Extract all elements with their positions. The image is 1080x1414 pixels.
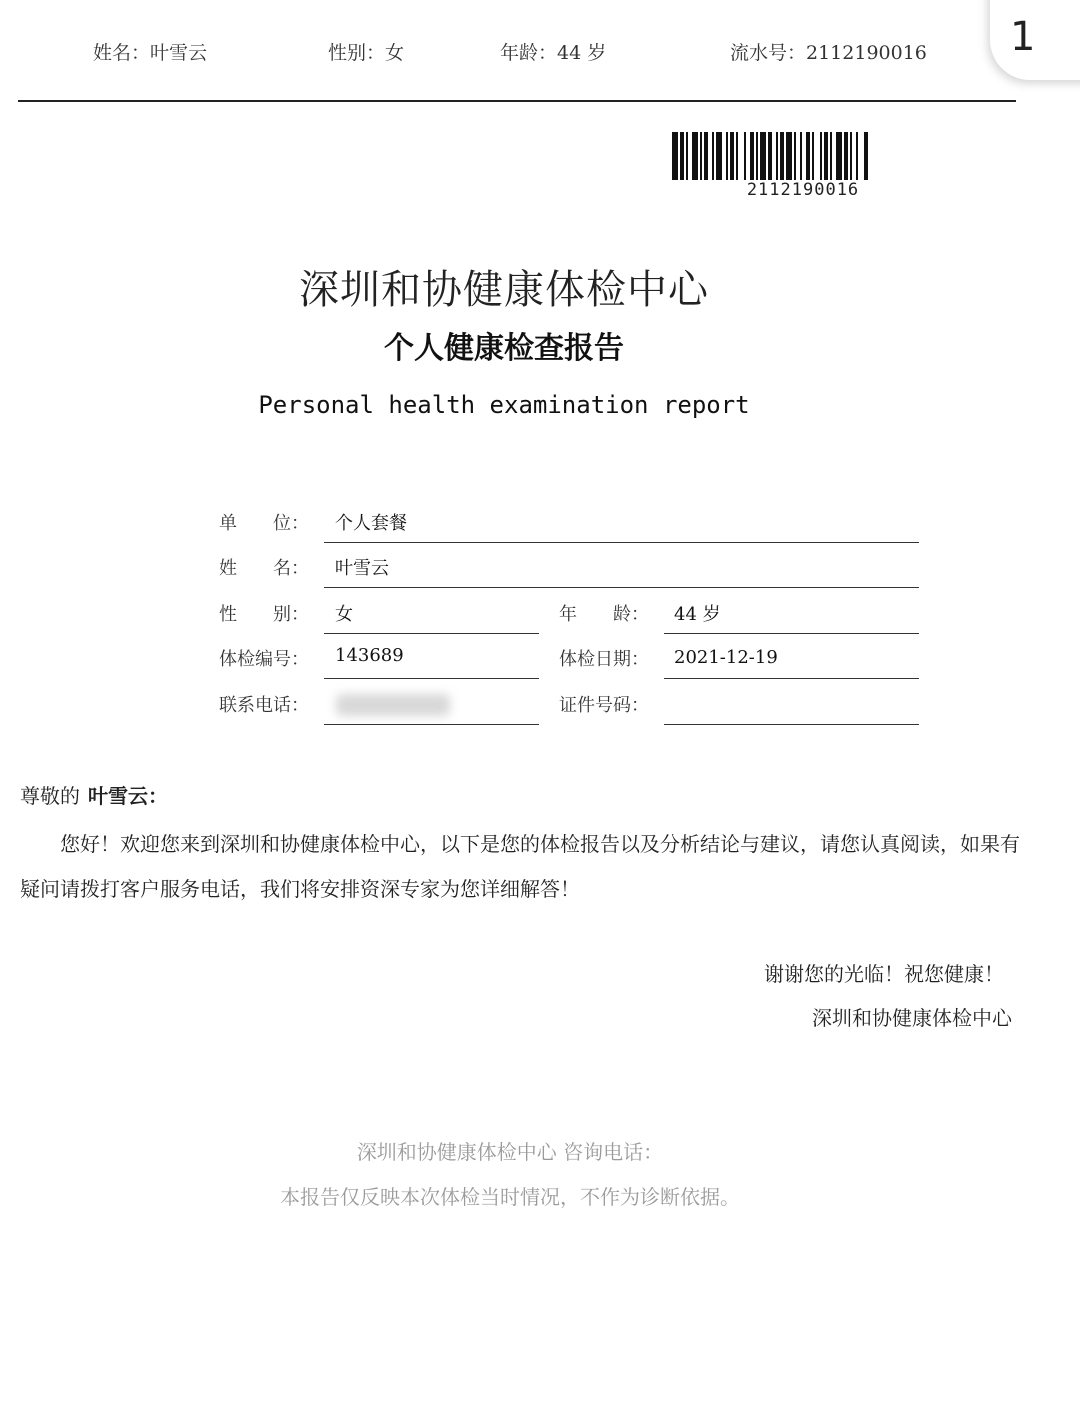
recipient-name: 叶雪云： (88, 784, 168, 808)
name-value: 叶雪云 (335, 558, 389, 579)
salutation (20, 780, 168, 809)
thanks-line: 谢谢您的光临！祝您健康！ (764, 962, 1004, 986)
header-name: 姓名：叶雪云 (93, 42, 208, 64)
page-number: 1 (1010, 14, 1036, 60)
letter-body: 您好！欢迎您来到深圳和协健康体检中心，以下是您的体检报告以及分析结论与建议，请您认真阅读，如果有疑问请拨打客户服务电话，我们将安排资深专家为您详细解答！ (20, 832, 1020, 901)
gender-underline (324, 633, 539, 634)
id-label: 证件号码： (559, 695, 649, 716)
exam-date-underline (664, 678, 919, 679)
exam-no-label: 体检编号： (219, 649, 309, 670)
signature: 深圳和协健康体检中心 (812, 1006, 1012, 1030)
phone-underline (324, 724, 539, 725)
phone-label: 联系电话： (219, 695, 309, 716)
exam-no-value: 143689 (335, 645, 404, 666)
header-gender: 性别：女 (328, 42, 405, 64)
header-divider (18, 100, 1016, 102)
unit-label: 单 位： (219, 513, 309, 534)
age-value: 44 岁 (674, 604, 721, 625)
exam-date-value: 2021-12-19 (674, 647, 778, 668)
unit-value: 个人套餐 (335, 513, 407, 534)
id-underline (664, 724, 919, 725)
salutation-text: 尊敬的 (20, 784, 80, 808)
unit-underline (324, 542, 919, 543)
header-serial: 流水号：2112190016 (730, 42, 927, 64)
name-underline (324, 587, 919, 588)
age-label: 年 龄： (559, 604, 649, 625)
footer-contact: 深圳和协健康体检中心 咨询电话： (356, 1140, 664, 1164)
exam-date-label: 体检日期： (559, 649, 649, 670)
barcode-image (672, 132, 934, 180)
gender-label: 性 别： (219, 604, 309, 625)
age-underline (664, 633, 919, 634)
header-age: 年龄：44 岁 (500, 42, 607, 64)
barcode-number: 2112190016 (746, 180, 860, 200)
center-title: 深圳和协健康体检中心 (299, 267, 709, 313)
report-title-en: Personal health examination report (258, 391, 750, 419)
phone-redacted (336, 694, 450, 716)
exam-no-underline (324, 678, 539, 679)
report-title-cn: 个人健康检查报告 (384, 331, 624, 366)
gender-value: 女 (335, 604, 353, 625)
footer-disclaimer: 本报告仅反映本次体检当时情况，不作为诊断依据。 (280, 1185, 740, 1209)
name-label: 姓 名： (219, 558, 309, 579)
